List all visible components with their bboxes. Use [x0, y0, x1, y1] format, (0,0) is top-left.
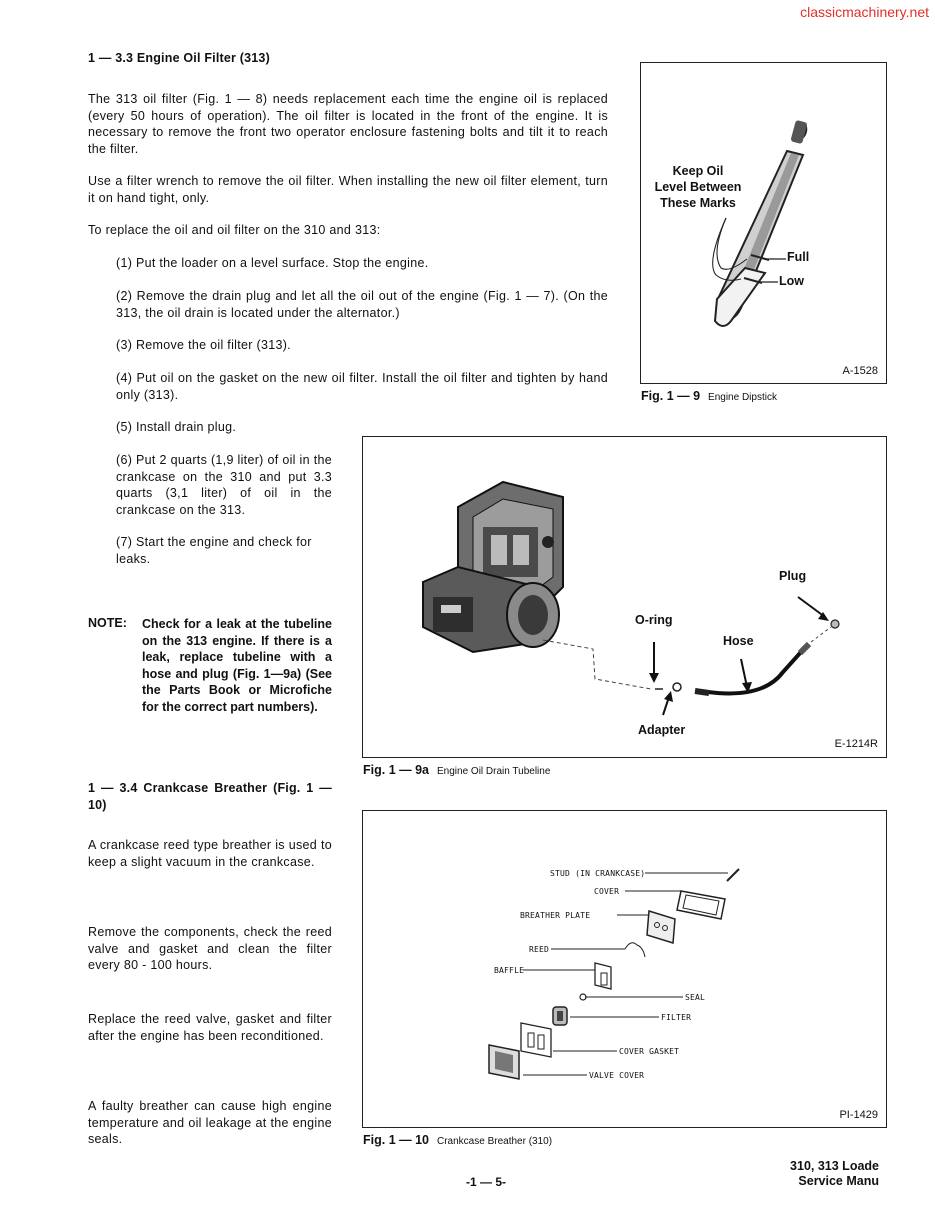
step-3: (3) Remove the oil filter (313). — [116, 338, 291, 352]
step-1: (1) Put the loader on a level surface. Stop the engine. — [116, 256, 429, 270]
label-cover: COVER — [594, 887, 620, 896]
paragraph-breather-fault: A faulty breather can cause high engine temperature and oil leakage at the engine seals. — [88, 1099, 332, 1146]
watermark: classicmachinery.net — [800, 4, 929, 20]
paragraph-breather-service: Remove the components, check the reed valve and gasket and clean the filter every 80 - 100 hours. — [88, 925, 332, 972]
caption-text: Engine Oil Drain Tubeline — [437, 766, 551, 777]
caption-number: Fig. 1 — 10 — [363, 1133, 429, 1147]
paragraph-breather-purpose: A crankcase reed type breather is used to keep a slight vacuum in the crankcase. — [88, 838, 332, 869]
manual-title — [790, 1159, 879, 1189]
paragraph-filter-wrench: Use a filter wrench to remove the oil filter. When installing the new oil filter element, turn it on hand tight, only. — [88, 174, 608, 205]
dipstick-callout-line1: Keep Oil — [672, 164, 724, 178]
figure-drain-tubeline-box — [362, 436, 887, 758]
hose-label: Hose — [723, 634, 754, 648]
full-mark-label: Full — [787, 250, 810, 264]
manual-title-line1: 310, 313 Loade — [790, 1159, 879, 1173]
paragraph-oil-filter-intro: The 313 oil filter (Fig. 1 — 8) needs replacement each time the engine oil is replaced (every 50 hours of operation). The oil filter is located in the front of the engine. It is necessary to remove the front two operator enclosure fastening bolts and tilt it to reach the filter. — [88, 92, 608, 156]
breather-exploded-illustration — [363, 811, 888, 1129]
step-7: (7) Start the engine and check for leaks. — [116, 535, 312, 566]
dipstick-illustration — [641, 63, 888, 385]
caption-text: Engine Dipstick — [708, 392, 777, 403]
caption-fig-1-9 — [641, 389, 777, 403]
label-cover-gasket: COVER GASKET — [619, 1047, 680, 1056]
paragraph-breather-replace: Replace the reed valve, gasket and filter after the engine has been reconditioned. — [88, 1012, 332, 1043]
label-reed: REED — [529, 945, 550, 954]
step-2: (2) Remove the drain plug and let all the oil out of the engine (Fig. 1 — 7). (On the 313, the oil drain is located under the alternator.) — [116, 289, 608, 320]
caption-number: Fig. 1 — 9a — [363, 763, 429, 777]
figure-dipstick-box — [640, 62, 887, 384]
label-valve-cover: VALVE COVER — [589, 1071, 645, 1080]
note-label: NOTE: — [88, 616, 127, 630]
step-5: (5) Install drain plug. — [116, 420, 237, 434]
dipstick-callout-line2: Level Between — [654, 180, 742, 194]
engine-drain-illustration — [363, 437, 888, 759]
step-4: (4) Put oil on the gasket on the new oil filter. Install the oil filter and tighten by hand only (313). — [116, 371, 608, 402]
figure-id-breather: PI-1429 — [839, 1109, 878, 1121]
caption-fig-1-9a — [363, 763, 550, 777]
adapter-label: Adapter — [638, 723, 686, 737]
low-mark-label: Low — [779, 274, 804, 288]
dipstick-callout-line3: These Marks — [660, 196, 736, 210]
step-6: (6) Put 2 quarts (1,9 liter) of oil in the crankcase on the 310 and put 3.3 quarts (3,1 liter) of oil in the crankcase on the 313. — [116, 453, 332, 517]
note-text: Check for a leak at the tubeline on the 313 engine. If there is a leak, replace tubeline with a hose and plug (Fig. 1—9a) (See the Parts Book or Microfiche for the correct part numbers). — [142, 617, 332, 714]
caption-text: Crankcase Breather (310) — [437, 1136, 553, 1147]
caption-fig-1-10 — [363, 1133, 552, 1147]
label-stud: STUD (IN CRANKCASE) — [550, 869, 646, 878]
figure-crankcase-breather-box — [362, 810, 887, 1128]
plug-label: Plug — [779, 569, 807, 583]
label-seal: SEAL — [685, 993, 706, 1002]
label-breather-plate: BREATHER PLATE — [520, 911, 591, 920]
manual-title-line2: Service Manu — [798, 1174, 879, 1188]
page-number: -1 — 5- — [466, 1175, 507, 1189]
section-heading-engine-oil-filter: 1 — 3.3 Engine Oil Filter (313) — [88, 51, 270, 65]
figure-id-dipstick: A-1528 — [842, 365, 878, 377]
o-ring-label: O-ring — [635, 613, 673, 627]
section-heading-crankcase-breather: 1 — 3.4 Crankcase Breather (Fig. 1 — 10) — [88, 781, 332, 812]
caption-number: Fig. 1 — 9 — [641, 389, 701, 403]
figure-id-drain: E-1214R — [834, 738, 878, 750]
label-filter: FILTER — [661, 1013, 692, 1022]
paragraph-replace-intro: To replace the oil and oil filter on the 310 and 313: — [88, 223, 381, 237]
label-baffle: BAFFLE — [494, 966, 525, 975]
